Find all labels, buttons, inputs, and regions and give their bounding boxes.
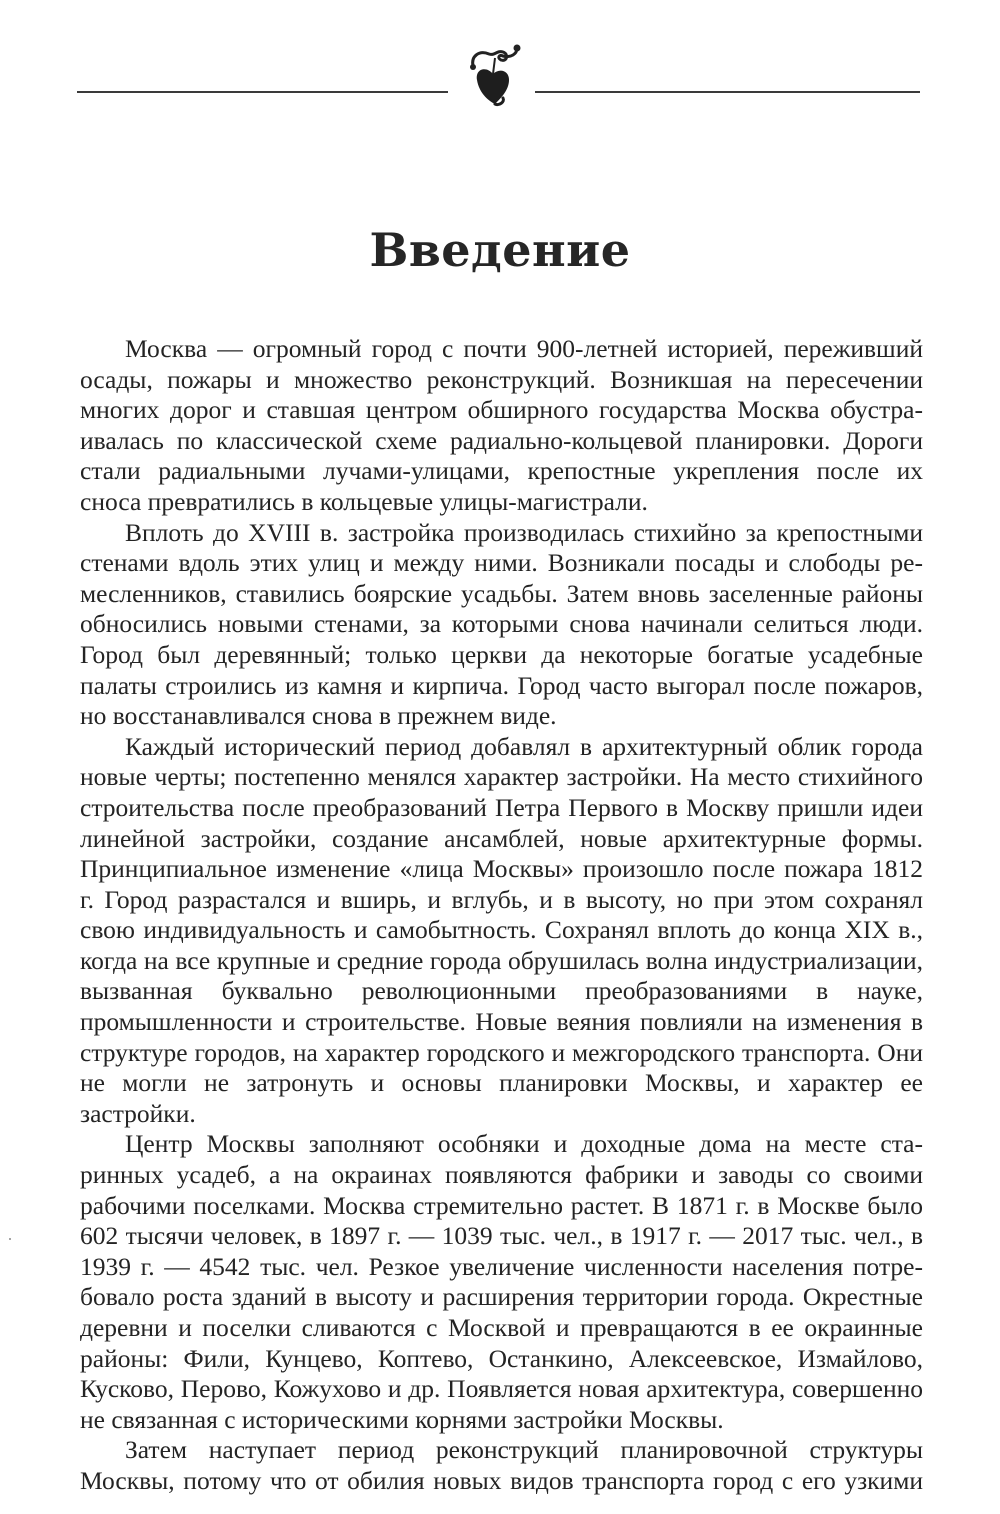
paragraph: Москва — огромный город с почти 900-летней историей, переживший осады, пожары и множество реконструкций. Возникшая на пересечении многих дорог и ставшая центром обширного государства Москва обустраивалась по классической схеме радиально-кольцевой планировки. Дороги стали радиальными лучами-улицами, крепостные укрепления после их сноса превратились в кольцевые улицы-магистрали. (80, 334, 923, 516)
chapter-body (80, 334, 923, 1497)
paragraph: Центр Москвы заполняют особняки и доходные дома на месте старинных усадеб, а на окраинах появляются фабрики и заводы со своими рабочими поселками. Москва стремительно растет. В 1871 г. в Москве было 602 тысячи человек, в 1897 г. — 1039 тыс. чел., в 1917 г. — 2017 тыс. чел., в 1939 г. — 4542 тыс. чел. Резкое увеличение численности населения потребовало роста зданий в высоту и расширения территории города. Окрестные деревни и поселки сливаются с Москвой и превращаются в ее окраинные районы: Фили, Кунцево, Коптево, Останкино, Алексеевское, Измайлово, Кусково, Перово, Кожухово и др. Появляется новая архитектура, совершенно не связанная с историческими корнями застройки Москвы. (80, 1129, 923, 1434)
scan-speck (9, 1238, 11, 1240)
paragraph: Вплоть до XVIII в. застройка производилась стихийно за крепостными стенами вдоль этих улиц и между ними. Возникали посады и слободы ремесленников, ставились боярские усадьбы. Затем вновь заселенные районы обносились новыми стенами, за которыми снова начинали селиться люди. Город был деревянный; только церкви да некоторые богатые усадебные палаты строились из камня и кирпича. Город часто выгорал после пожаров, но восстанавливался снова в прежнем виде. (80, 517, 923, 731)
header-rule-right (535, 91, 920, 93)
header-rule-left (77, 91, 448, 93)
chapter-title: Введение (369, 222, 631, 277)
heart-leaf-flourish-icon (463, 44, 527, 108)
paragraph: Каждый исторический период добавлял в архитектурный облик города новые черты; постепенно менялся характер застройки. На место стихийного строительства после преобразований Петра Первого в Москву пришли идеи линейной застройки, создание ансамблей, новые архитектурные формы. Принципиальное изменение «лица Москвы» произошло после пожара 1812 г. Город разрастался и вширь, и вглубь, и в высоту, но при этом сохранял свою индивидуальность и самобытность. Сохранял вплоть до конца XIX в., когда на все крупные и средние города обрушилась волна индустриализации, вызванная буквально революционными преобразованиями в науке, промышленности и строительстве. Новые веяния повлияли на изменения в структуре городов, на характер городского и межгородского транспорта. Они не могли не затронуть и основы планировки Москвы, и характер ее застройки. (80, 731, 923, 1128)
paragraph: Затем наступает период реконструкций планировочной структуры Москвы, потому что от обилия новых видов транспорта город с его узкими (80, 1435, 923, 1495)
